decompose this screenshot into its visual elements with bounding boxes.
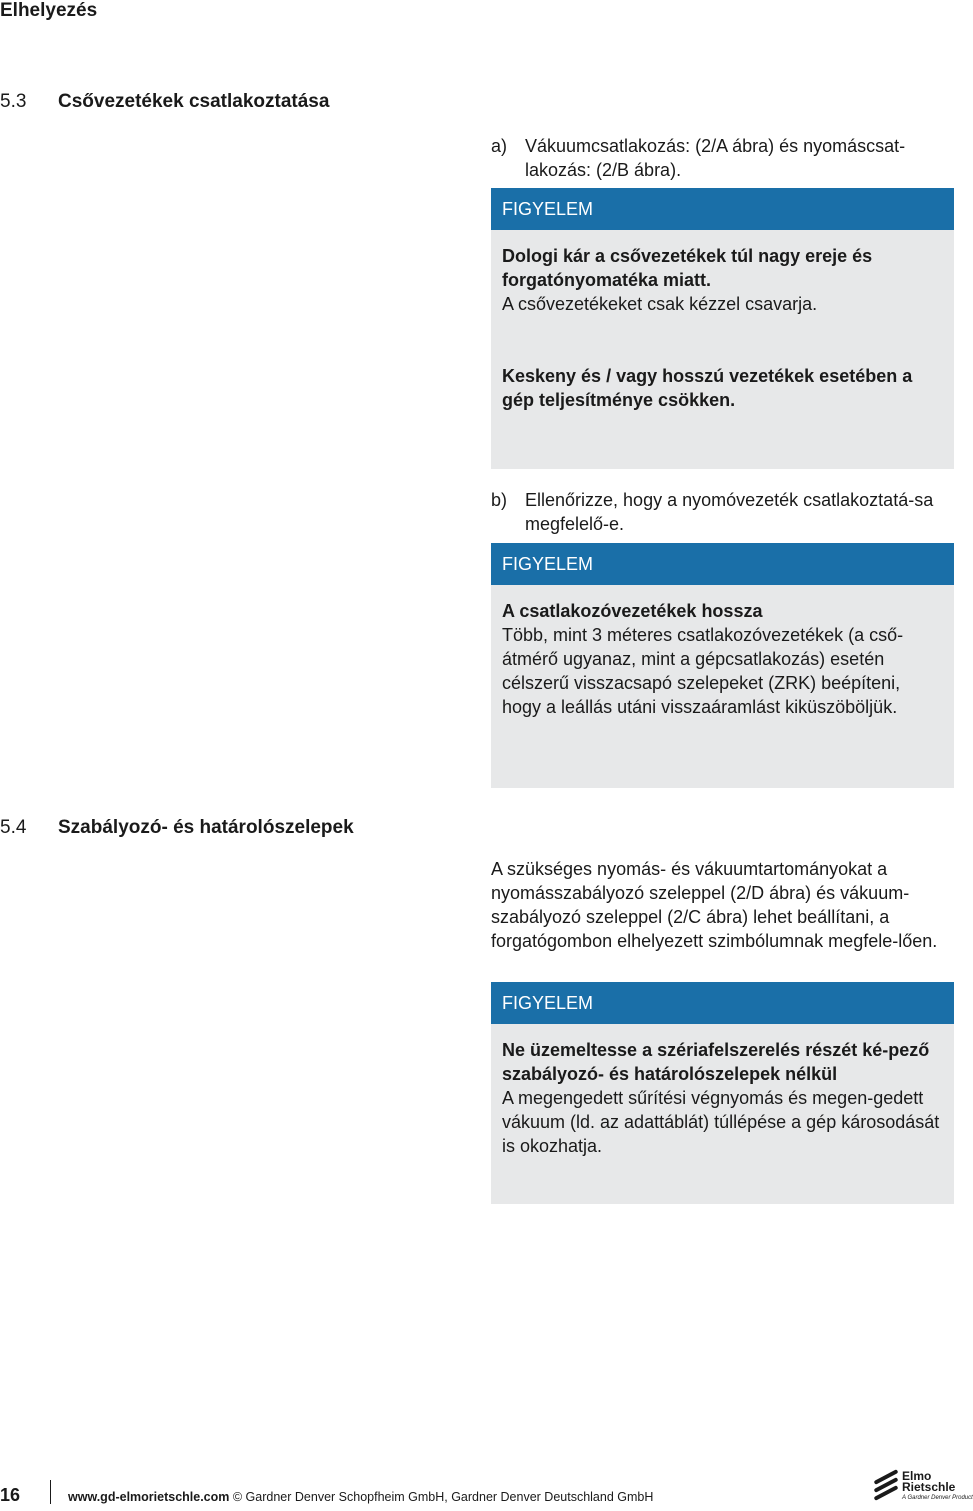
notice-warning-text: Több, mint 3 méteres csatlakozóvezetékek (a cső-átmérő ugyanaz, mint a gépcsatlakozás) esetén célszerű visszacsapó szelepeket (ZRK) beépíteni, hogy a leállás utáni visszaáramlást kiküszöböljük. [502,625,904,717]
page-header-title: Elhelyezés [0,0,98,21]
section-heading-5-3 [0,91,329,113]
notice-body [491,1024,954,1204]
notice-box-2 [491,543,954,788]
logo-line-1: Elmo [902,1469,932,1483]
section-title: Csővezetékek csatlakoztatása [58,91,330,112]
logo-line-2: Rietschle [902,1480,956,1494]
notice-warning-text: A megengedett sűrítési végnyomás és megen-gedett vákuum (ld. az adattáblát) túllépése a gép károsodását is okozhatja. [502,1088,940,1156]
footer-url[interactable]: www.gd-elmorietschle.com [68,1490,230,1504]
notice-header: FIGYELEM [491,188,954,230]
notice-body [491,230,954,469]
section-title: Szabályozó- és határolószelepek [58,817,354,838]
list-item-b [491,488,953,536]
section-number: 5.3 [0,91,27,112]
notice-box-1 [491,188,954,469]
list-marker: b) [491,490,508,510]
footer-divider [50,1480,51,1504]
logo-line-3: A Gardner Denver Product [902,1495,973,1501]
section-number: 5.4 [0,817,27,838]
notice-header: FIGYELEM [491,543,954,585]
footer-text [68,1490,653,1504]
list-marker: a) [491,136,508,156]
section-paragraph: A szükséges nyomás- és vákuumtartományokat a nyomásszabályozó szeleppel (2/D ábra) és vákuum-szabályozó szeleppel (2/C ábra) lehet beállítani, a forgatógombon elhelyezett szimbólumnak megfele-lően. [491,859,938,951]
page-footer [0,1469,973,1511]
notice-warning-title: A csatlakozóvezetékek hossza [502,601,763,621]
notice-warning-title: Ne üzemeltesse a szériafelszerelés részét ké-pező szabályozó- és határolószelepek nélkül [502,1040,930,1084]
notice-warning-title: Dologi kár a csővezetékek túl nagy ereje és forgatónyomatéka miatt. [502,246,873,290]
list-item-text: Ellenőrizze, hogy a nyomóvezeték csatlakoztatá-sa megfelelő-e. [525,490,934,534]
page-number: 16 [0,1485,21,1505]
company-logo [872,1469,973,1508]
section-heading-5-4 [0,817,354,839]
logo-mark-icon [872,1472,900,1502]
list-item-a [491,134,953,182]
list-item-text: Vákuumcsatlakozás: (2/A ábra) és nyomáscsat-lakozás: (2/B ábra). [525,136,906,180]
notice-header: FIGYELEM [491,982,954,1024]
notice-box-3 [491,982,954,1204]
notice-body [491,585,954,788]
notice-warning-title-2: Keskeny és / vagy hosszú vezetékek esetében a gép teljesítménye csökken. [502,366,913,410]
footer-copyright: © Gardner Denver Schopfheim GmbH, Gardner Denver Deutschland GmbH [232,1490,654,1504]
notice-warning-text: A csővezetékeket csak kézzel csavarja. [502,294,818,314]
